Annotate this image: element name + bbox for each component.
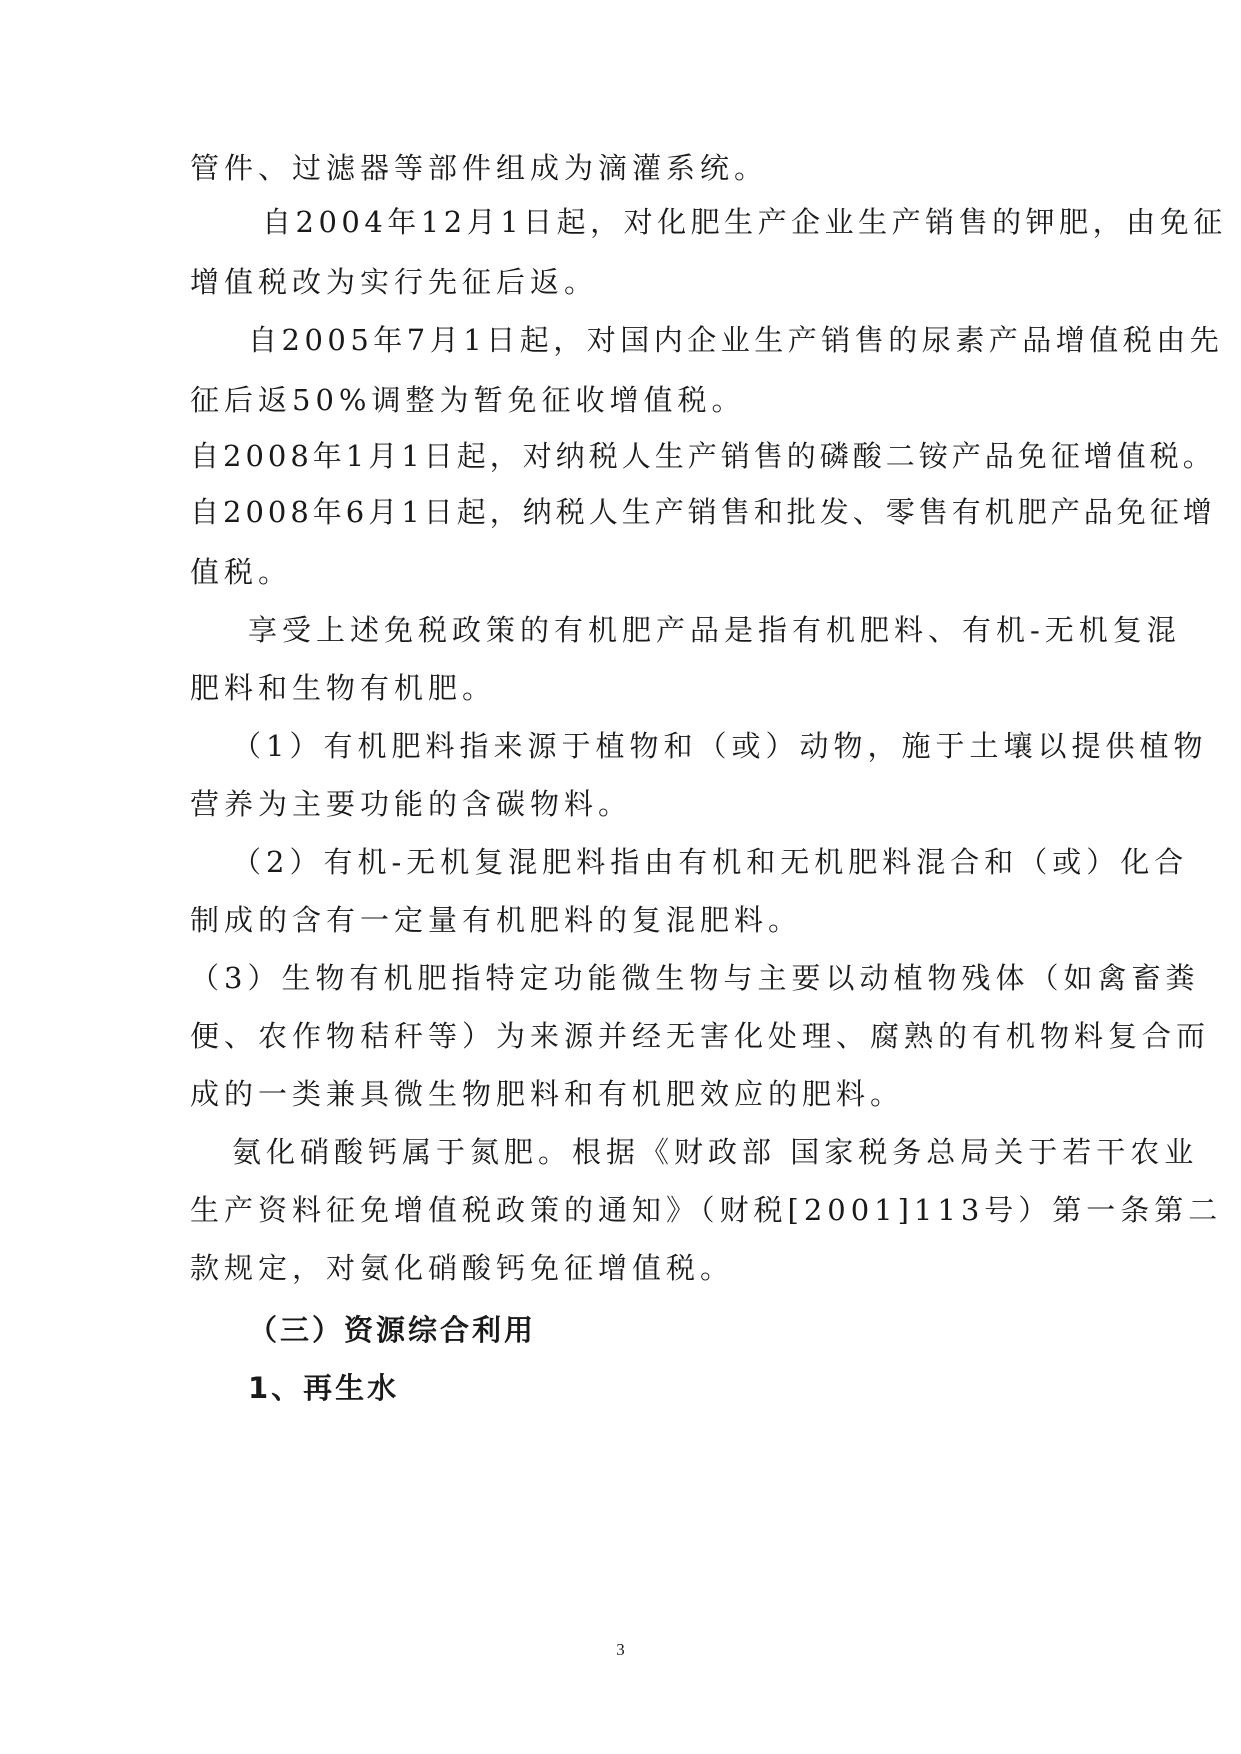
- text-line: 自2008年1月1日起，对纳税人生产销售的磷酸二铵产品免征增值税。: [190, 439, 1216, 473]
- page-number: 3: [616, 1640, 625, 1659]
- text-line: 制成的含有一定量有机肥料的复混肥料。: [190, 903, 803, 937]
- text-line: 自2005年7月1日起，对国内企业生产销售的尿素产品增值税由先: [248, 323, 1224, 357]
- text-line: 氨化硝酸钙属于氮肥。根据《财政部 国家税务总局关于若干农业: [232, 1135, 1199, 1169]
- text-line: 款规定，对氨化硝酸钙免征增值税。: [190, 1251, 735, 1285]
- text-line: 成的一类兼具微生物肥料和有机肥效应的肥料。: [190, 1077, 905, 1111]
- text-line: 生产资料征免增值税政策的通知》（财税[2001]113号）第一条第二: [190, 1193, 1223, 1227]
- text-line: 增值税改为实行先征后返。: [190, 265, 599, 299]
- text-line: 管件、过滤器等部件组成为滴灌系统。: [190, 151, 769, 185]
- section-heading: （三）资源综合利用: [248, 1313, 537, 1347]
- text-line: 营养为主要功能的含碳物料。: [190, 787, 633, 821]
- text-line: （3）生物有机肥指特定功能微生物与主要以动植物残体（如禽畜粪: [190, 961, 1200, 995]
- text-line: 值税。: [190, 555, 293, 589]
- text-line: 便、农作物秸秆等）为来源并经无害化处理、腐熟的有机物料复合而: [190, 1019, 1211, 1053]
- text-line: 肥料和生物有机肥。: [190, 671, 497, 705]
- text-line: （2）有机-无机复混肥料指由有机和无机肥料混合和（或）化合: [232, 845, 1189, 879]
- text-line: 享受上述免税政策的有机肥产品是指有机肥料、有机-无机复混: [248, 613, 1181, 647]
- text-line: （1）有机肥料指来源于植物和（或）动物，施于土壤以提供植物: [232, 729, 1208, 763]
- subsection-heading: 1、再生水: [248, 1371, 400, 1405]
- text-line: 自2008年6月1日起，纳税人生产销售和批发、零售有机肥产品免征增: [190, 495, 1216, 529]
- text-line: 征后返50%调整为暂免征收增值税。: [190, 383, 746, 417]
- text-line: 自2004年12月1日起，对化肥生产企业生产销售的钾肥，由免征: [262, 205, 1227, 239]
